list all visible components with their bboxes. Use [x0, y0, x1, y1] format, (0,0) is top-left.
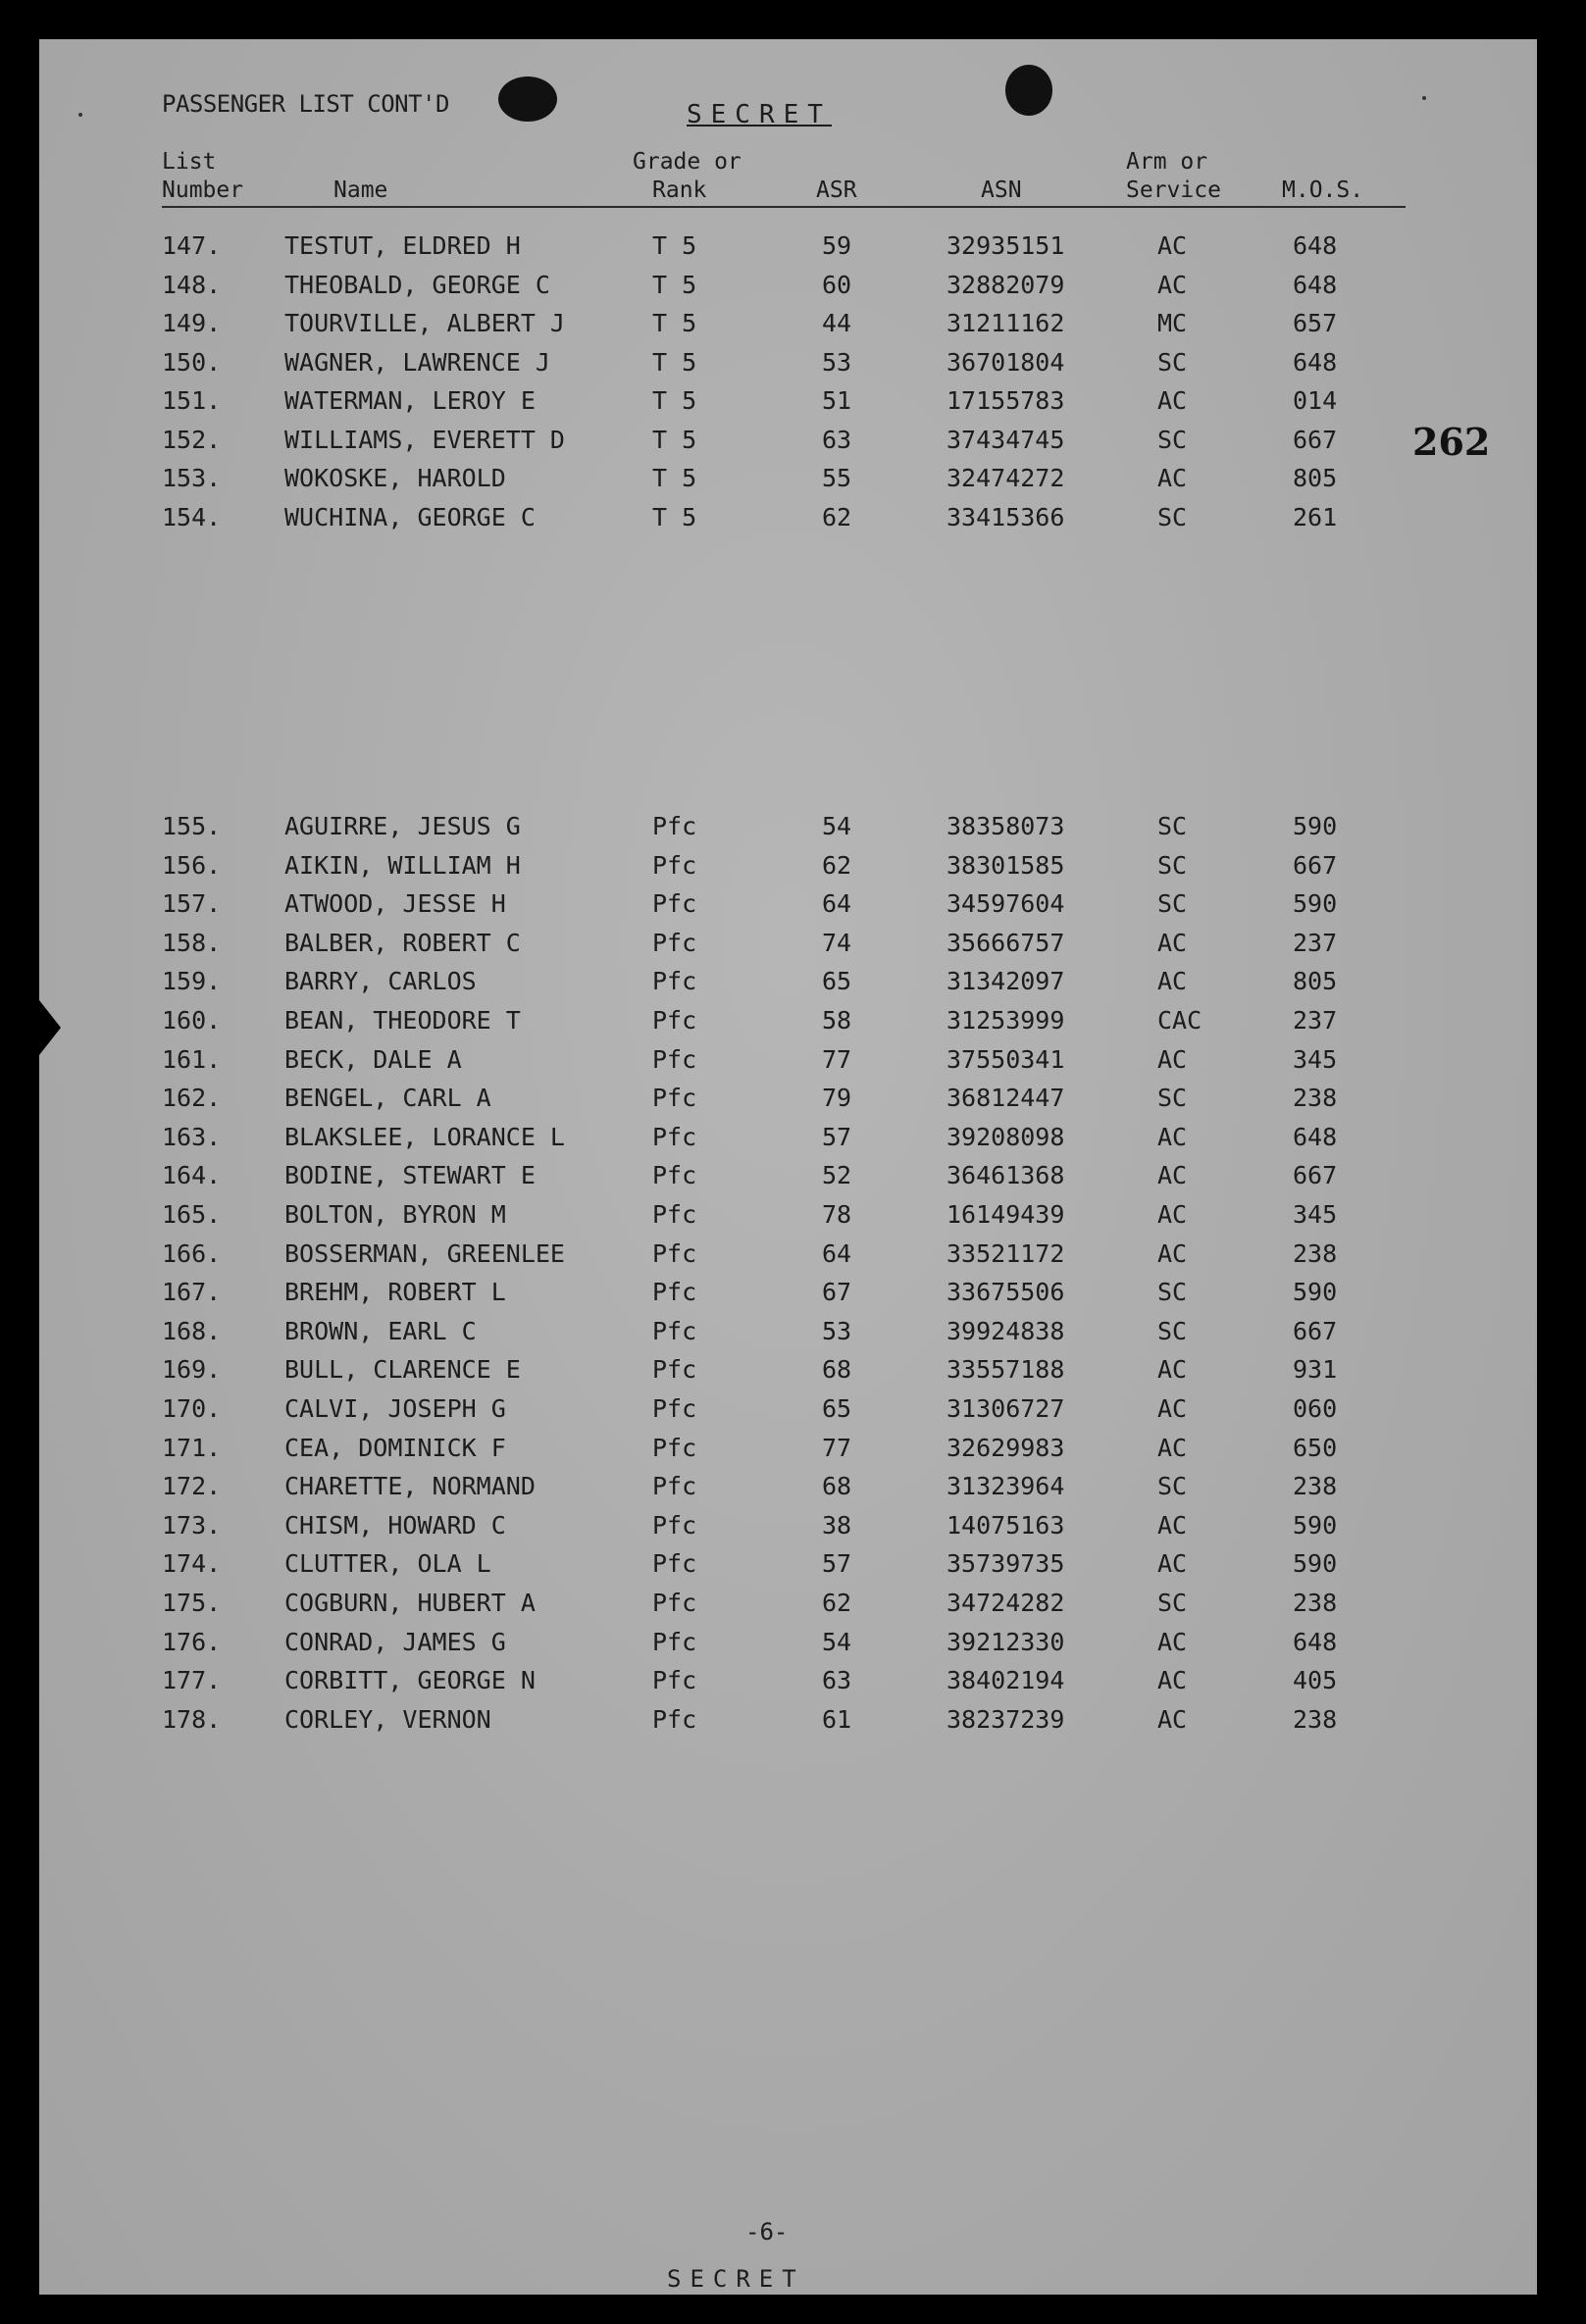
mos-cell: 667	[1293, 1161, 1338, 1190]
classification-top: SECRET	[687, 100, 832, 129]
asn-cell: 32882079	[946, 270, 1065, 299]
asr-cell: 74	[822, 928, 852, 957]
name-cell: COGBURN, HUBERT A	[284, 1589, 536, 1617]
passenger-row	[39, 386, 1537, 426]
asr-cell: 77	[822, 1433, 852, 1462]
list-number-cell: 154.	[162, 502, 222, 531]
passenger-row	[39, 1666, 1537, 1705]
asr-cell: 62	[822, 850, 852, 880]
grade-cell: T 5	[652, 231, 697, 260]
name-cell: BROWN, EARL C	[284, 1316, 477, 1345]
arm-service-cell: AC	[1157, 1238, 1188, 1268]
list-number-cell: 156.	[162, 850, 222, 880]
asn-cell: 39208098	[946, 1122, 1065, 1151]
grade-cell: Pfc	[652, 1549, 697, 1579]
passenger-row	[39, 271, 1537, 310]
asn-cell: 38301585	[946, 850, 1065, 880]
asr-cell: 63	[822, 425, 852, 454]
mos-cell: 060	[1293, 1394, 1338, 1423]
col-header-mos: M.O.S.	[1282, 177, 1364, 203]
grade-cell: T 5	[652, 464, 697, 492]
mos-cell: 650	[1293, 1433, 1338, 1462]
passenger-row	[39, 889, 1537, 929]
list-number-cell: 176.	[162, 1627, 222, 1656]
grade-cell: Pfc	[652, 1627, 697, 1656]
list-number-cell: 148.	[162, 270, 222, 299]
list-number-cell: 178.	[162, 1704, 222, 1734]
mos-cell: 590	[1293, 889, 1338, 919]
asr-cell: 54	[822, 1627, 852, 1656]
passenger-row	[39, 851, 1537, 890]
arm-service-cell: AC	[1157, 1200, 1188, 1229]
passenger-row	[39, 309, 1537, 348]
list-number-cell: 165.	[162, 1200, 222, 1229]
mos-cell: 345	[1293, 1200, 1338, 1229]
passenger-row	[39, 1200, 1537, 1239]
name-cell: BOSSERMAN, GREENLEE	[284, 1238, 565, 1268]
mos-cell: 590	[1293, 1278, 1338, 1307]
asn-cell: 38237239	[946, 1704, 1065, 1734]
name-cell: BLAKSLEE, LORANCE L	[284, 1122, 565, 1151]
grade-cell: Pfc	[652, 1161, 697, 1190]
list-number-cell: 171.	[162, 1433, 222, 1462]
mos-cell: 648	[1293, 1122, 1338, 1151]
grade-cell: T 5	[652, 425, 697, 454]
arm-service-cell: SC	[1157, 347, 1188, 377]
col-header-list-line1: List	[162, 149, 217, 175]
list-number-cell: 174.	[162, 1549, 222, 1579]
asr-cell: 65	[822, 1394, 852, 1423]
arm-service-cell: AC	[1157, 231, 1188, 260]
name-cell: BODINE, STEWART E	[284, 1161, 536, 1190]
name-cell: TOURVILLE, ALBERT J	[284, 309, 565, 337]
name-cell: BOLTON, BYRON M	[284, 1200, 506, 1229]
mos-cell: 648	[1293, 270, 1338, 299]
grade-cell: Pfc	[652, 1006, 697, 1035]
name-cell: CALVI, JOSEPH G	[284, 1394, 506, 1423]
list-number-cell: 175.	[162, 1589, 222, 1617]
list-number-cell: 170.	[162, 1394, 222, 1423]
name-cell: BARRY, CARLOS	[284, 967, 477, 996]
grade-cell: Pfc	[652, 1472, 697, 1501]
mos-cell: 667	[1293, 1316, 1338, 1345]
col-header-name: Name	[333, 177, 388, 203]
asn-cell: 32474272	[946, 464, 1065, 492]
grade-cell: Pfc	[652, 1433, 697, 1462]
header-rule	[162, 206, 1406, 208]
list-number-cell: 158.	[162, 928, 222, 957]
mos-cell: 237	[1293, 928, 1338, 957]
grade-cell: T 5	[652, 502, 697, 531]
mos-cell: 237	[1293, 1006, 1338, 1035]
mos-cell: 238	[1293, 1704, 1338, 1734]
passenger-row	[39, 426, 1537, 465]
name-cell: BEAN, THEODORE T	[284, 1006, 521, 1035]
arm-service-cell: SC	[1157, 1472, 1188, 1501]
asn-cell: 31253999	[946, 1006, 1065, 1035]
grade-cell: T 5	[652, 347, 697, 377]
asr-cell: 64	[822, 889, 852, 919]
asn-cell: 35739735	[946, 1549, 1065, 1579]
col-header-list-number	[162, 148, 243, 205]
passenger-row	[39, 1239, 1537, 1279]
asr-cell: 77	[822, 1044, 852, 1074]
list-number-cell: 177.	[162, 1666, 222, 1695]
asn-cell: 36701804	[946, 347, 1065, 377]
passenger-row	[39, 1511, 1537, 1550]
mos-cell: 805	[1293, 464, 1338, 492]
passenger-row	[39, 1355, 1537, 1394]
col-header-list-line2: Number	[162, 177, 244, 203]
arm-service-cell: SC	[1157, 1278, 1188, 1307]
asr-cell: 55	[822, 464, 852, 492]
mos-cell: 648	[1293, 1627, 1338, 1656]
grade-cell: Pfc	[652, 812, 697, 840]
passenger-row	[39, 1006, 1537, 1045]
redaction-blot	[498, 76, 557, 122]
grade-cell: Pfc	[652, 1044, 697, 1074]
arm-service-cell: AC	[1157, 270, 1188, 299]
mos-cell: 238	[1293, 1589, 1338, 1617]
mos-cell: 648	[1293, 347, 1338, 377]
arm-service-cell: SC	[1157, 502, 1188, 531]
grade-cell: Pfc	[652, 1510, 697, 1540]
arm-service-cell: SC	[1157, 850, 1188, 880]
asn-cell: 16149439	[946, 1200, 1065, 1229]
asr-cell: 54	[822, 812, 852, 840]
name-cell: BREHM, ROBERT L	[284, 1278, 506, 1307]
asn-cell: 37550341	[946, 1044, 1065, 1074]
arm-service-cell: AC	[1157, 1355, 1188, 1385]
passenger-row	[39, 1161, 1537, 1200]
name-cell: THEOBALD, GEORGE C	[284, 270, 550, 299]
grade-cell: Pfc	[652, 850, 697, 880]
name-cell: ATWOOD, JESSE H	[284, 889, 506, 919]
list-number-cell: 164.	[162, 1161, 222, 1190]
list-number-cell: 155.	[162, 812, 222, 840]
asr-cell: 68	[822, 1355, 852, 1385]
arm-service-cell: SC	[1157, 889, 1188, 919]
name-cell: CEA, DOMINICK F	[284, 1433, 506, 1462]
mos-cell: 648	[1293, 231, 1338, 260]
name-cell: CORBITT, GEORGE N	[284, 1666, 536, 1695]
arm-service-cell: AC	[1157, 1549, 1188, 1579]
name-cell: WILLIAMS, EVERETT D	[284, 425, 565, 454]
grade-cell: Pfc	[652, 1278, 697, 1307]
asr-cell: 52	[822, 1161, 852, 1190]
arm-service-cell: SC	[1157, 812, 1188, 840]
mos-cell: 261	[1293, 502, 1338, 531]
passenger-row	[39, 348, 1537, 387]
passenger-row	[39, 1472, 1537, 1511]
name-cell: WUCHINA, GEORGE C	[284, 502, 536, 531]
asr-cell: 38	[822, 1510, 852, 1540]
list-number-cell: 149.	[162, 309, 222, 337]
grade-cell: T 5	[652, 386, 697, 415]
asn-cell: 39212330	[946, 1627, 1065, 1656]
list-number-cell: 147.	[162, 231, 222, 260]
arm-service-cell: SC	[1157, 425, 1188, 454]
col-header-asr: ASR	[816, 177, 857, 203]
grade-cell: Pfc	[652, 1238, 697, 1268]
mos-cell: 345	[1293, 1044, 1338, 1074]
arm-service-cell: AC	[1157, 1394, 1188, 1423]
passenger-row	[39, 1084, 1537, 1123]
asr-cell: 57	[822, 1122, 852, 1151]
col-header-arm	[1126, 148, 1221, 205]
passenger-row	[39, 929, 1537, 968]
mos-cell: 657	[1293, 309, 1338, 337]
list-number-cell: 161.	[162, 1044, 222, 1074]
name-cell: CORLEY, VERNON	[284, 1704, 491, 1734]
arm-service-cell: AC	[1157, 386, 1188, 415]
mos-cell: 405	[1293, 1666, 1338, 1695]
asn-cell: 36461368	[946, 1161, 1065, 1190]
passenger-row	[39, 1278, 1537, 1317]
col-header-grade-line1: Grade or	[633, 149, 742, 175]
passenger-row	[39, 464, 1537, 503]
mos-cell: 238	[1293, 1238, 1338, 1268]
name-cell: CONRAD, JAMES G	[284, 1627, 506, 1656]
page-number: -6-	[745, 2218, 789, 2246]
list-number-cell: 150.	[162, 347, 222, 377]
passenger-row	[39, 1549, 1537, 1589]
asr-cell: 63	[822, 1666, 852, 1695]
col-header-asn: ASN	[981, 177, 1022, 203]
list-number-cell: 160.	[162, 1006, 222, 1035]
asr-cell: 67	[822, 1278, 852, 1307]
col-header-grade	[633, 148, 742, 205]
asn-cell: 17155783	[946, 386, 1065, 415]
grade-cell: Pfc	[652, 967, 697, 996]
asr-cell: 68	[822, 1472, 852, 1501]
arm-service-cell: AC	[1157, 1161, 1188, 1190]
passenger-row	[39, 503, 1537, 542]
grade-cell: Pfc	[652, 1122, 697, 1151]
arm-service-cell: MC	[1157, 309, 1188, 337]
arm-service-cell: SC	[1157, 1316, 1188, 1345]
name-cell: BULL, CLARENCE E	[284, 1355, 521, 1385]
redaction-blot	[1005, 65, 1052, 116]
document-heading: PASSENGER LIST CONT'D	[162, 90, 449, 118]
mos-cell: 238	[1293, 1472, 1338, 1501]
name-cell: WATERMAN, LEROY E	[284, 386, 536, 415]
asn-cell: 38358073	[946, 812, 1065, 840]
asn-cell: 33675506	[946, 1278, 1065, 1307]
asr-cell: 53	[822, 1316, 852, 1345]
asr-cell: 64	[822, 1238, 852, 1268]
arm-service-cell: AC	[1157, 1433, 1188, 1462]
grade-cell: T 5	[652, 309, 697, 337]
asr-cell: 57	[822, 1549, 852, 1579]
mos-cell: 667	[1293, 850, 1338, 880]
list-number-cell: 151.	[162, 386, 222, 415]
grade-cell: Pfc	[652, 1200, 697, 1229]
list-number-cell: 168.	[162, 1316, 222, 1345]
list-number-cell: 169.	[162, 1355, 222, 1385]
grade-cell: T 5	[652, 270, 697, 299]
passenger-row	[39, 1434, 1537, 1473]
col-header-grade-line2: Rank	[652, 177, 707, 203]
mos-cell: 667	[1293, 425, 1338, 454]
arm-service-cell: AC	[1157, 928, 1188, 957]
asn-cell: 34724282	[946, 1589, 1065, 1617]
list-number-cell: 162.	[162, 1084, 222, 1113]
arm-service-cell: CAC	[1157, 1006, 1202, 1035]
grade-cell: Pfc	[652, 1666, 697, 1695]
list-number-cell: 159.	[162, 967, 222, 996]
grade-cell: Pfc	[652, 1355, 697, 1385]
passenger-row	[39, 231, 1537, 271]
asr-cell: 44	[822, 309, 852, 337]
asr-cell: 58	[822, 1006, 852, 1035]
list-number-cell: 173.	[162, 1510, 222, 1540]
asr-cell: 62	[822, 502, 852, 531]
grade-cell: Pfc	[652, 1589, 697, 1617]
arm-service-cell: AC	[1157, 1704, 1188, 1734]
grade-cell: Pfc	[652, 889, 697, 919]
name-cell: BECK, DALE A	[284, 1044, 462, 1074]
name-cell: BALBER, ROBERT C	[284, 928, 521, 957]
passenger-row	[39, 967, 1537, 1006]
mos-cell: 238	[1293, 1084, 1338, 1113]
passenger-row	[39, 1045, 1537, 1085]
mos-cell: 014	[1293, 386, 1338, 415]
page-stamp: 262	[1412, 420, 1491, 464]
paper-speck	[1422, 96, 1426, 100]
grade-cell: Pfc	[652, 928, 697, 957]
asn-cell: 33557188	[946, 1355, 1065, 1385]
arm-service-cell: SC	[1157, 1589, 1188, 1617]
passenger-row	[39, 1589, 1537, 1628]
asn-cell: 31211162	[946, 309, 1065, 337]
asr-cell: 65	[822, 967, 852, 996]
name-cell: AGUIRRE, JESUS G	[284, 812, 521, 840]
col-header-arm-line1: Arm or	[1126, 149, 1208, 175]
list-number-cell: 167.	[162, 1278, 222, 1307]
grade-cell: Pfc	[652, 1394, 697, 1423]
asr-cell: 62	[822, 1589, 852, 1617]
name-cell: WAGNER, LAWRENCE J	[284, 347, 550, 377]
asn-cell: 35666757	[946, 928, 1065, 957]
asn-cell: 36812447	[946, 1084, 1065, 1113]
mos-cell: 590	[1293, 812, 1338, 840]
asn-cell: 31306727	[946, 1394, 1065, 1423]
name-cell: WOKOSKE, HAROLD	[284, 464, 506, 492]
asr-cell: 60	[822, 270, 852, 299]
list-number-cell: 153.	[162, 464, 222, 492]
asr-cell: 59	[822, 231, 852, 260]
asn-cell: 37434745	[946, 425, 1065, 454]
asn-cell: 34597604	[946, 889, 1065, 919]
asn-cell: 14075163	[946, 1510, 1065, 1540]
asr-cell: 61	[822, 1704, 852, 1734]
name-cell: TESTUT, ELDRED H	[284, 231, 521, 260]
asr-cell: 51	[822, 386, 852, 415]
asn-cell: 31342097	[946, 967, 1065, 996]
asn-cell: 32935151	[946, 231, 1065, 260]
list-number-cell: 157.	[162, 889, 222, 919]
name-cell: CHISM, HOWARD C	[284, 1510, 506, 1540]
list-number-cell: 172.	[162, 1472, 222, 1501]
arm-service-cell: AC	[1157, 464, 1188, 492]
arm-service-cell: AC	[1157, 1122, 1188, 1151]
mos-cell: 590	[1293, 1549, 1338, 1579]
asn-cell: 33521172	[946, 1238, 1065, 1268]
passenger-row	[39, 1628, 1537, 1667]
list-number-cell: 166.	[162, 1238, 222, 1268]
mos-cell: 931	[1293, 1355, 1338, 1385]
arm-service-cell: AC	[1157, 1627, 1188, 1656]
asn-cell: 32629983	[946, 1433, 1065, 1462]
asn-cell: 38402194	[946, 1666, 1065, 1695]
passenger-row	[39, 1394, 1537, 1434]
list-number-cell: 152.	[162, 425, 222, 454]
passenger-row	[39, 812, 1537, 851]
col-header-arm-line2: Service	[1126, 177, 1221, 203]
asn-cell: 39924838	[946, 1316, 1065, 1345]
grade-cell: Pfc	[652, 1084, 697, 1113]
mos-cell: 590	[1293, 1510, 1338, 1540]
list-number-cell: 163.	[162, 1122, 222, 1151]
paper-speck	[78, 113, 82, 117]
grade-cell: Pfc	[652, 1316, 697, 1345]
arm-service-cell: AC	[1157, 1666, 1188, 1695]
arm-service-cell: AC	[1157, 1510, 1188, 1540]
arm-service-cell: AC	[1157, 1044, 1188, 1074]
mos-cell: 805	[1293, 967, 1338, 996]
asr-cell: 78	[822, 1200, 852, 1229]
passenger-row	[39, 1705, 1537, 1744]
passenger-row	[39, 1317, 1537, 1356]
asn-cell: 33415366	[946, 502, 1065, 531]
arm-service-cell: SC	[1157, 1084, 1188, 1113]
asr-cell: 53	[822, 347, 852, 377]
classification-bottom: SECRET	[667, 2265, 805, 2293]
grade-cell: Pfc	[652, 1704, 697, 1734]
asr-cell: 79	[822, 1084, 852, 1113]
name-cell: CLUTTER, OLA L	[284, 1549, 491, 1579]
document-page	[39, 39, 1537, 2295]
asn-cell: 31323964	[946, 1472, 1065, 1501]
name-cell: AIKIN, WILLIAM H	[284, 850, 521, 880]
arm-service-cell: AC	[1157, 967, 1188, 996]
passenger-row	[39, 1123, 1537, 1162]
name-cell: BENGEL, CARL A	[284, 1084, 491, 1113]
name-cell: CHARETTE, NORMAND	[284, 1472, 536, 1501]
